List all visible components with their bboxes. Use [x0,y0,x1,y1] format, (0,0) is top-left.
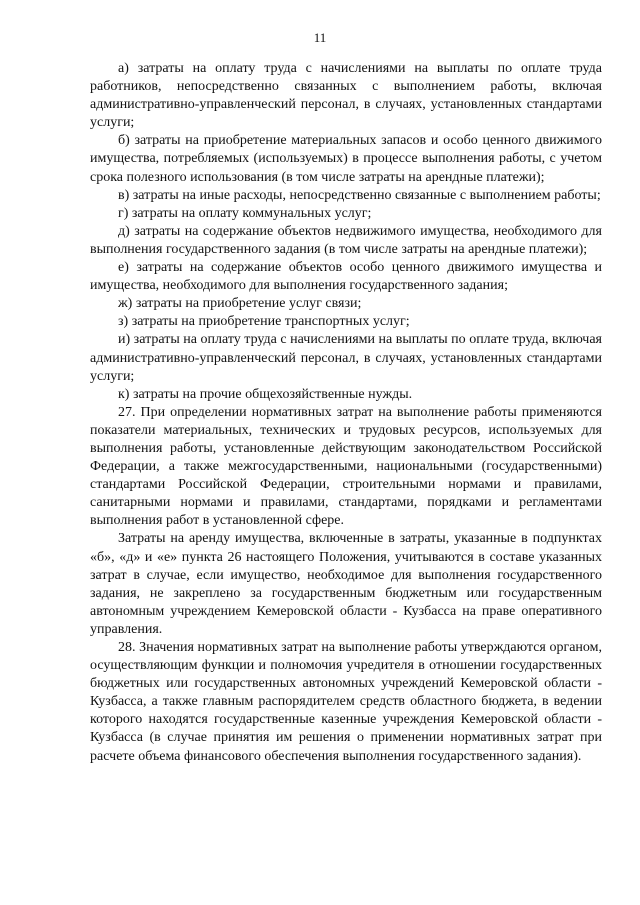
paragraph-subitem-a: а) затраты на оплату труда с начислениями на выплаты по оплате труда работников, непосредственно связанных с выполнением работы, включая административно-управленческий персонал, в случаях, установленных стандартами услуги; [90,61,602,131]
paragraph-subitem-z: з) затраты на приобретение транспортных услуг; [118,314,410,330]
paragraph-subitem-b: б) затраты на приобретение материальных запасов и особо ценного движимого имущества, потребляемых (используемых) в процессе выполнения работы, с учетом срока полезного использования (в том числе затраты на арендные платежи); [90,133,602,185]
paragraph-clause-28: 28. Значения нормативных затрат на выполнение работы утверждаются органом, осуществляющим функции и полномочия учредителя в отношении государственных бюджетных или государственных автономных учреждений Кемеровской области - Кузбасса, а также главным распорядителем средств областного бюджета, в ведении которого находятся государственные казенные учреждения Кемеровской области - Кузбасса (в случае принятия им решения о применении нормативных затрат при расчете объема финансового обеспечения выполнения государственного задания). [90,640,602,764]
paragraph-subitem-g: г) затраты на оплату коммунальных услуг; [118,205,372,221]
paragraph-subitem-zh: ж) затраты на приобретение услуг связи; [118,296,362,312]
page-number: 11 [313,30,327,45]
paragraph-subitem-v: в) затраты на иные расходы, непосредственно связанные с выполнением работы; [118,187,601,203]
document-body [90,60,602,766]
paragraph-subitem-e: е) затраты на содержание объектов особо ценного движимого имущества и имущества, необходимого для выполнения государственного задания; [90,260,602,294]
paragraph-clause-27: 27. При определении нормативных затрат на выполнение работы применяются показатели материальных, технических и трудовых ресурсов, используемых для выполнения работы, установленные действующим законодательством Российской Федерации, а также межгосударственными, национальными (государственными) стандартами Российской Федерации, строительными нормами и правилами, санитарными нормами и правилами, стандартами, порядками и регламентами выполнения работ в установленной сфере. [90,404,602,529]
paragraph-rent-costs: Затраты на аренду имущества, включенные в затраты, указанные в подпунктах «б», «д» и «е» пункта 26 настоящего Положения, учитываются в составе указанных затрат в случае, если имущество, необходимое для выполнения государственного задания, не закреплено за государственным бюджетным или государственным автономным учреждением Кемеровской области - Кузбасса на праве оперативного управления. [90,531,602,637]
paragraph-subitem-d: д) затраты на содержание объектов недвижимого имущества, необходимого для выполнения государственного задания (в том числе затраты на арендные платежи); [90,223,602,257]
paragraph-subitem-i: и) затраты на оплату труда с начислениями на выплаты по оплате труда, включая административно-управленческий персонал, в случаях, установленных стандартами услуги; [90,332,602,384]
paragraph-subitem-k: к) затраты на прочие общехозяйственные нужды. [118,386,413,402]
